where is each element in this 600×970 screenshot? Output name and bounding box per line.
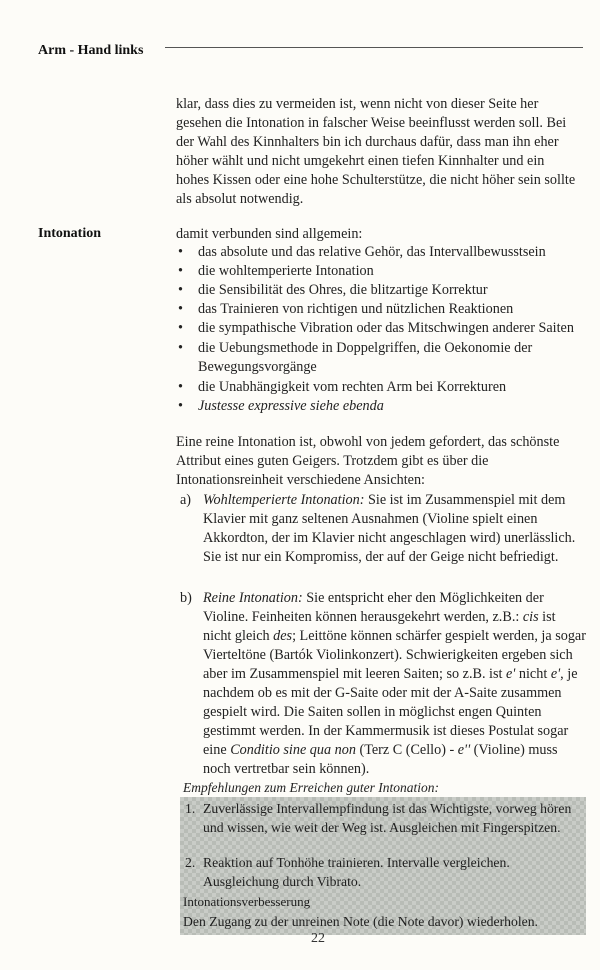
list-item-b: b) Reine Intonation: Sie entspricht eher den Möglichkeiten der Violine. Feinheiten können herausgekehrt werden, z.B.: cis ist nicht gleich des; Leittöne können schärfer gespielt werden, ja sogar Vierteltöne (Bartók Violinkonzert). Schwierigkeiten ergeben sich aber im Zusammenspiel mit leeren Saiten; so z.B. ist e' nicht e', je nachdem ob es mit der G-Saite oder mit der A-Saite zusammen gespielt wird. Die Saiten sollen in möglichst engen Quinten gestimmt werden. In der Kammermusik ist dieses Postulat sogar eine Conditio sine qua non (Terz C (Cello) - e'' (Violine) muss noch vertretbar sein können). [180, 590, 586, 777]
recommendation-marker: 2. [185, 855, 196, 870]
recommendation-item-2: 2. Reaktion auf Tonhöhe trainieren. Intervalle vergleichen. Ausgleichung durch Vibrato. [185, 855, 510, 889]
recommendation-marker: 1. [185, 801, 196, 816]
header-rule [165, 47, 583, 48]
recommendation-subtext: Den Zugang zu der unreinen Note (die Note davor) wiederholen. [183, 914, 538, 929]
bullet-icon: • [178, 320, 183, 336]
bullet-item: • das Trainieren von richtigen und nützlichen Reaktionen [178, 301, 514, 317]
recommendation-subheading: Intonationsverbesserung [183, 894, 311, 909]
bullet-icon: • [178, 398, 183, 414]
bullet-icon: • [178, 301, 183, 317]
bullet-item: • das absolute und das relative Gehör, das Intervallbewusstsein [178, 244, 546, 260]
intonation-lead: damit verbunden sind allgemein: [176, 226, 363, 242]
recommendations-title: Empfehlungen zum Erreichen guter Intonation: [183, 780, 439, 795]
list-marker-a: a) [180, 492, 192, 508]
bullet-icon: • [178, 379, 183, 395]
bullet-item: • die Sensibilität des Ohres, die blitzartige Korrektur [178, 282, 488, 298]
recommendation-item-1: 1. Zuverlässige Intervallempfindung ist das Wichtigste, vorweg hören und wissen, wie weit der Weg ist. Ausgleichen mit Fingerspitzen. [185, 801, 572, 835]
term-reine-intonation: Reine Intonation: [203, 590, 303, 606]
bullet-item: • die wohltemperierte Intonation [178, 263, 374, 279]
bullet-item: • die Unabhängigkeit vom rechten Arm bei Korrekturen [178, 379, 507, 395]
bullet-icon: • [178, 282, 183, 298]
term-wohltemperierte: Wohltemperierte Intonation: [203, 492, 365, 508]
bullet-item: • die Uebungsmethode in Doppelgriffen, die Oekonomie der Bewegungsvorgänge [178, 340, 533, 375]
running-header-title: Arm - Hand links [38, 43, 144, 58]
bullet-item: • Justesse expressive siehe ebenda [178, 398, 384, 414]
bullet-icon: • [178, 340, 183, 356]
list-item-a: a) Wohltemperierte Intonation: Sie ist im Zusammenspiel mit dem Klavier mit ganz seltenen Ausnahmen (Violine spielt einen Akkordton, der im Klavier nicht angeschlagen wird) unerlässlich. Sie ist nur ein Kompromiss, der auf der Geige nicht befriedigt. [180, 492, 576, 565]
list-marker-b: b) [180, 590, 192, 606]
page-number: 22 [311, 931, 325, 946]
side-label-intonation: Intonation [38, 226, 102, 241]
bullet-icon: • [178, 244, 183, 260]
intonation-bullet-list [176, 243, 581, 416]
bullet-icon: • [178, 263, 183, 279]
bullet-item: • die sympathische Vibration oder das Mitschwingen anderer Saiten [178, 320, 574, 336]
intro-paragraph: klar, dass dies zu vermeiden ist, wenn nicht von dieser Seite her gesehen die Intonation in falscher Weise beeinflusst werden soll. Bei der Wahl des Kinnhalters bin ich durchaus dafür, dass man ihn eher höher wählt und nicht umgekehrt einen tiefen Kinnhalter und ein hohes Kissen oder eine hohe Schulterstütze, die nicht höher sein sollte als absolut notwendig. [176, 96, 576, 207]
intonation-paragraph: Eine reine Intonation ist, obwohl von jedem gefordert, das schönste Attribut eines guten Geigers. Trotzdem gibt es über die Intonationsreinheit verschiedene Ansichten: [176, 434, 560, 488]
